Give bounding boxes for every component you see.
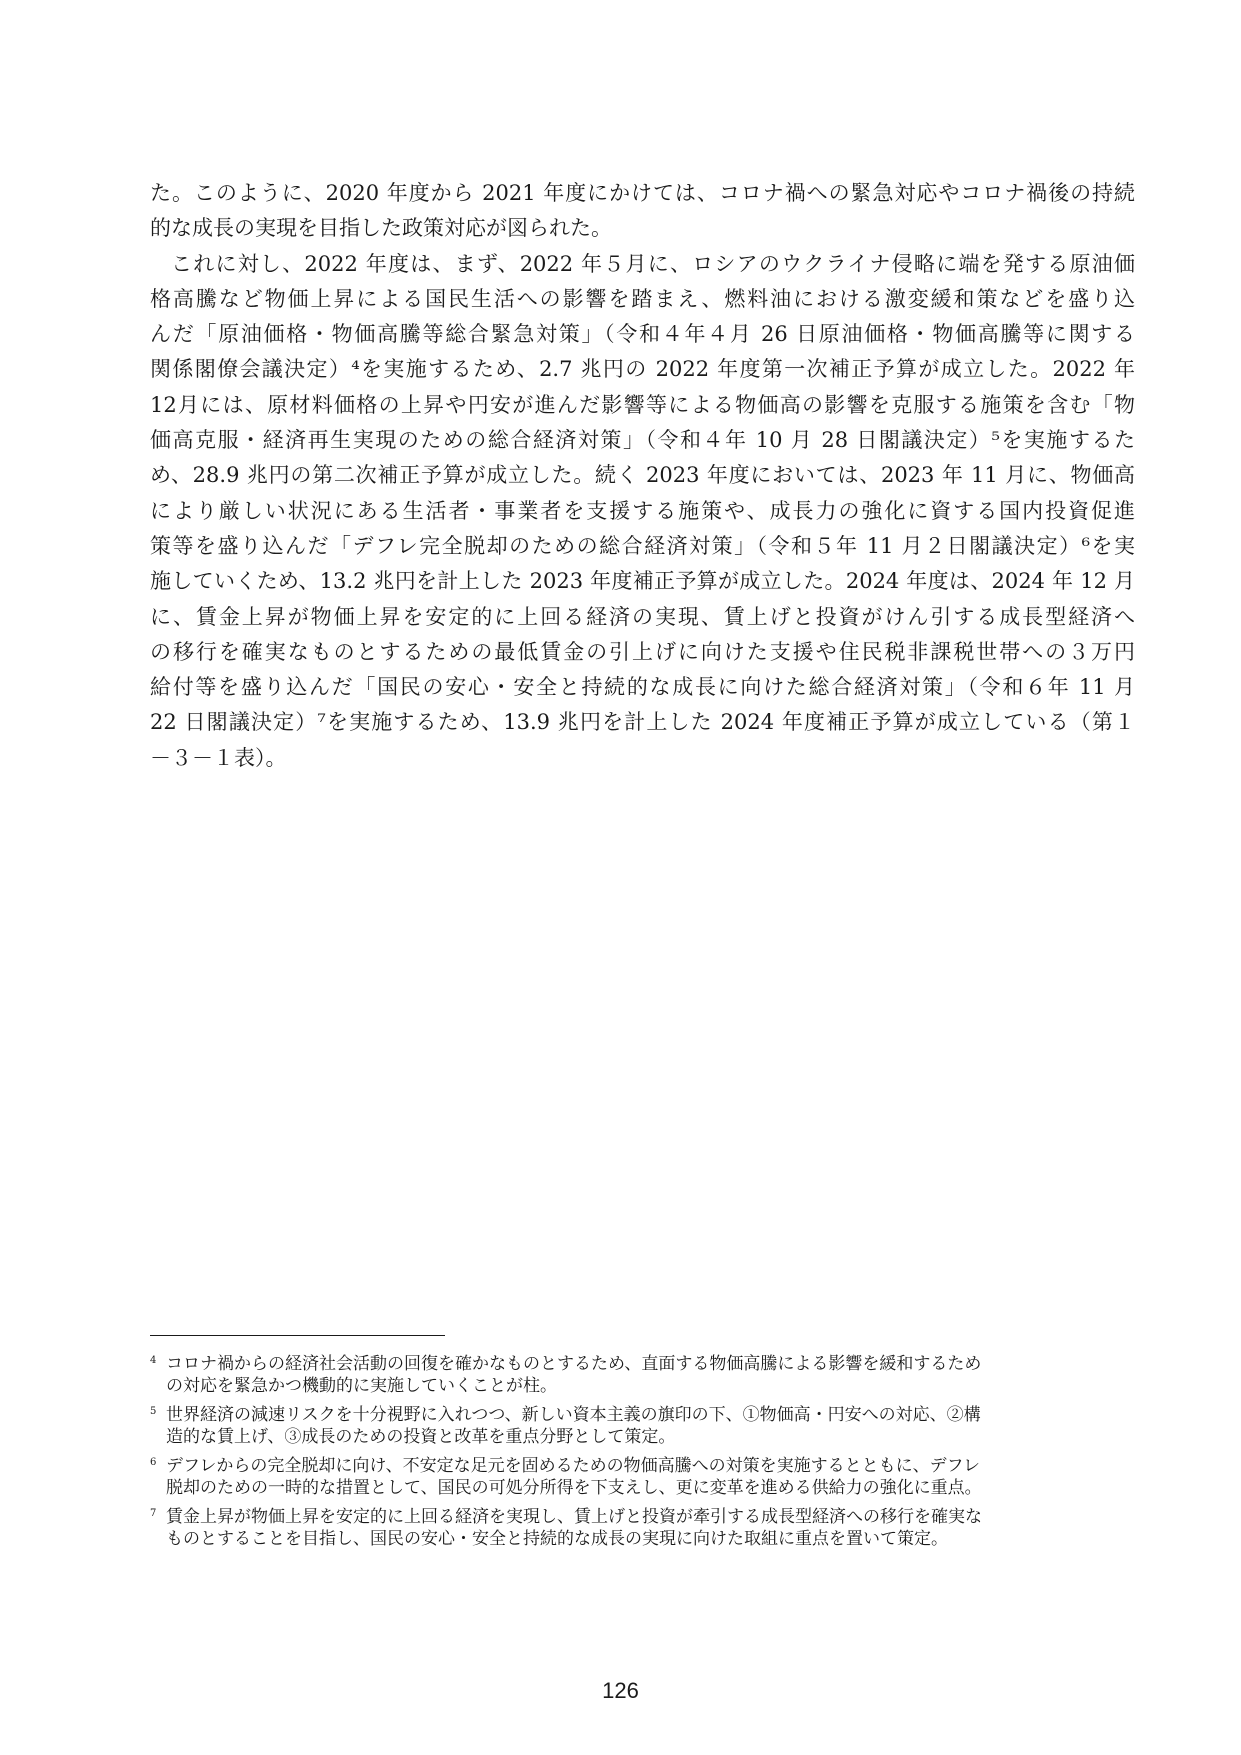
footnote-text: 賃金上昇が物価上昇を安定的に上回る経済を実現し、賃上げと投資が牽引する成長型経済への移行を確実な [166, 1507, 982, 1527]
body-line: た。このように、2020 年度から 2021 年度にかけては、コロナ禍への緊急対応やコロナ禍後の持続 [150, 181, 1135, 205]
body-line: 給付等を盛り込んだ「国民の安心・安全と持続的な成長に向けた総合経済対策」（令和６年 11 月 [150, 675, 1135, 700]
footnote-4 [150, 1348, 1135, 1399]
body-line: 関係閣僚会議決定）⁴を実施するため、2.7 兆円の 2022 年度第一次補正予算が成立した。2022 年 [150, 357, 1135, 382]
footnote-text: 世界経済の減速リスクを十分視野に入れつつ、新しい資本主義の旗印の下、①物価高・円安への対応、②構 [166, 1405, 981, 1425]
footnote-line [150, 1399, 1135, 1425]
body-line: により厳しい状況にある生活者・事業者を支援する施策や、成長力の強化に資する国内投資促進 [150, 498, 1135, 523]
footnote-text: デフレからの完全脱却に向け、不安定な足元を固めるための物価高騰への対策を実施するとともに、デフレ [166, 1456, 980, 1476]
body-line: 価高克服・経済再生実現のための総合経済対策」（令和４年 10 月 28 日閣議決定）⁵を実施するた [150, 428, 1135, 453]
body-line: の移行を確実なものとするための最低賃金の引上げに向けた支援や住民税非課税世帯への３万円 [150, 639, 1135, 664]
footnote-number: 6 [150, 1457, 157, 1468]
footnote-5 [150, 1399, 1135, 1450]
body-line: 施していくため、13.2 兆円を計上した 2023 年度補正予算が成立した。2024 年度は、2024 年 12 月 [150, 569, 1135, 594]
body-line: 22 日閣議決定）⁷を実施するため、13.9 兆円を計上した 2024 年度補正予算が成立している（第１ [150, 710, 1135, 735]
footnote-text: コロナ禍からの経済社会活動の回復を確かなものとするため、直面する物価高騰による影響を緩和するため [166, 1354, 982, 1374]
body-line: －３－１表）。 [150, 745, 287, 770]
footnote-line [150, 1450, 1135, 1476]
body-line: これに対し、2022 年度は、まず、2022 年５月に、ロシアのウクライナ侵略に端を発する原油価 [171, 251, 1135, 276]
body-line: に、賃金上昇が物価上昇を安定的に上回る経済の実現、賃上げと投資がけん引する成長型経済へ [150, 604, 1135, 629]
footnote-number: 5 [150, 1406, 157, 1417]
body-line: め、28.9 兆円の第二次補正予算が成立した。続く 2023 年度においては、2023 年 11 月に、物価高 [150, 463, 1135, 488]
body-line: 的な成長の実現を目指した政策対応が図られた。 [150, 216, 612, 241]
footnote-line: 造的な賃上げ、③成長のための投資と改革を重点分野として策定。 [166, 1426, 676, 1447]
footnote-number: 7 [150, 1508, 157, 1519]
footnotes [150, 1348, 1135, 1552]
body-line: 策等を盛り込んだ「デフレ完全脱却のための総合経済対策」（令和５年 11 月２日閣議決定）⁶を実 [150, 533, 1135, 558]
body-line: 格高騰など物価上昇による国民生活への影響を踏まえ、燃料油における激変緩和策などを盛り込 [150, 286, 1135, 311]
footnote-line: 脱却のための一時的な措置として、国民の可処分所得を下支えし、更に変革を進める供給力の強化に重点。 [166, 1477, 982, 1498]
footnote-divider [150, 1335, 445, 1336]
footnote-6 [150, 1450, 1135, 1501]
body-paragraphs [150, 176, 1135, 776]
footnote-line [150, 1501, 1135, 1527]
footnote-line [150, 1348, 1135, 1374]
footnote-line: の対応を緊急かつ機動的に実施していくことが柱。 [166, 1375, 557, 1396]
footnote-line: ものとすることを目指し、国民の安心・安全と持続的な成長の実現に向けた取組に重点を置いて策定。 [166, 1528, 948, 1549]
body-line: んだ「原油価格・物価高騰等総合緊急対策」（令和４年４月 26 日原油価格・物価高騰等に関する [150, 322, 1135, 347]
page-number: 126 [602, 1678, 639, 1703]
footnote-7 [150, 1501, 1135, 1552]
body-line: 12月には、原材料価格の上昇や円安が進んだ影響等による物価高の影響を克服する施策を含む「物 [150, 392, 1135, 417]
footnote-number: 4 [150, 1355, 157, 1366]
